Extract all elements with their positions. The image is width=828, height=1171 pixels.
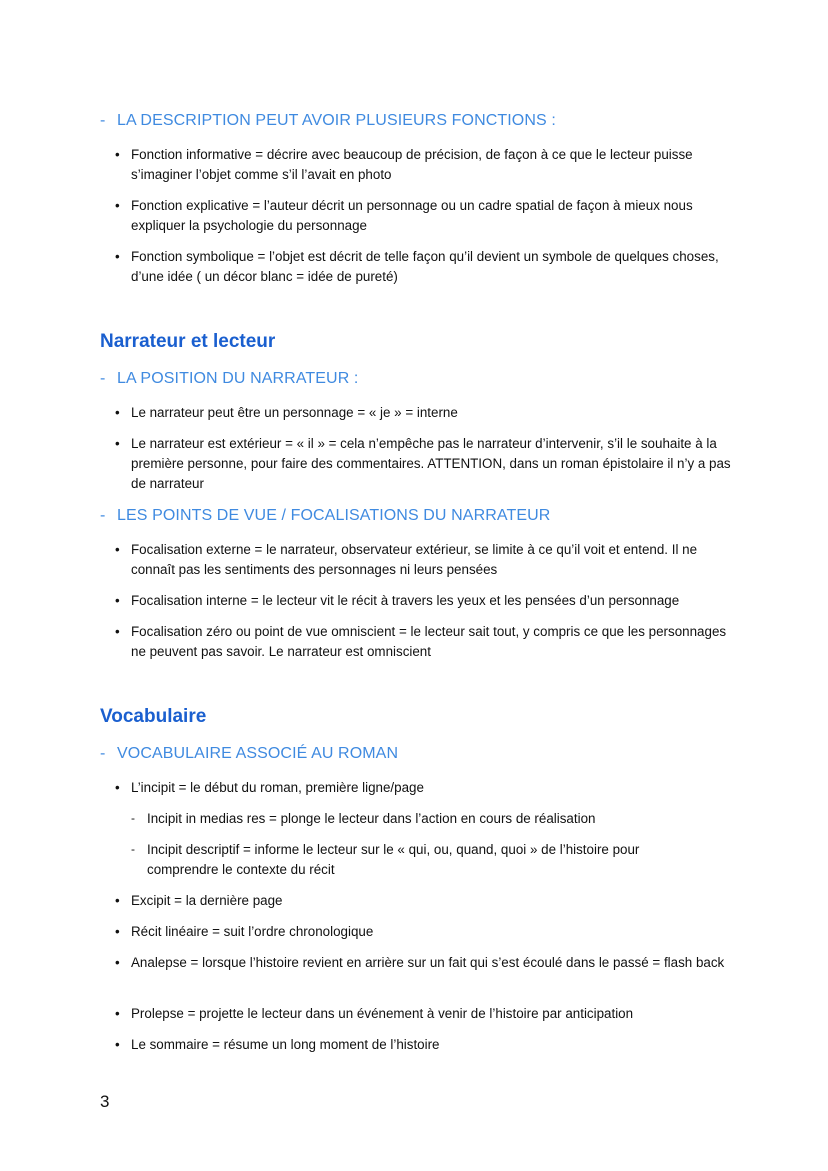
bullet-icon: • [115,1006,120,1021]
list-item: • Focalisation zéro ou point de vue omniscient = le lecteur sait tout, y compris ce que les personnages ne peuvent pas savoir. Le narrateur est omniscient [115,624,727,659]
list-item: • Focalisation externe = le narrateur, observateur extérieur, se limite à ce qu’il voit et entend. Il ne connaît pas les sentiments des personnages ni leurs pensées [115,542,698,577]
bullet-icon: • [115,593,120,608]
dash-marker: - [100,112,106,129]
list-item: • Récit linéaire = suit l’ordre chronologique [115,922,735,942]
page-number: 3 [100,1092,110,1111]
dash-marker: - [100,745,106,762]
bullet-icon: • [115,198,120,213]
description-subheading: - LA DESCRIPTION PEUT AVOIR PLUSIEURS FONCTIONS : [100,112,556,129]
list-item: • Le narrateur peut être un personnage = « je » = interne [115,403,735,423]
bullet-icon: • [115,955,120,970]
dash-marker: - [100,507,106,524]
bullet-icon: • [115,542,120,557]
list-item: • Fonction explicative = l’auteur décrit un personnage ou un cadre spatial de façon à mieux nous expliquer la psychologie du personnage [115,198,693,233]
bullet-icon: • [115,924,120,939]
list-item: • Analepse = lorsque l’histoire revient en arrière sur un fait qui s’est écoulé dans le passé = flash back [115,953,735,973]
sub-list-item: - Incipit descriptif = informe le lecteur sur le « qui, ou, quand, quoi » de l’histoire pour comprendre le contexte du récit [131,840,691,880]
dash-marker: - [131,811,135,825]
bullet-icon: • [115,249,120,264]
bullet-icon: • [115,405,120,420]
list-item: • Excipit = la dernière page [115,891,735,911]
focal-subheading: - LES POINTS DE VUE / FOCALISATIONS DU NARRATEUR [100,507,551,524]
bullet-icon: • [115,147,120,162]
bullet-icon: • [115,780,120,795]
list-item: • Le sommaire = résume un long moment de l’histoire [115,1035,735,1055]
dash-marker: - [100,370,106,387]
list-item: • Le narrateur est extérieur = « il » = cela n’empêche pas le narrateur d’intervenir, s’il le souhaite à la première personne, pour faire des commentaires. ATTENTION, dans un roman épistolaire il n’y a pas de narrateur [115,436,731,491]
vocabulaire-subheading: - VOCABULAIRE ASSOCIÉ AU ROMAN [100,745,399,762]
list-item: • Focalisation interne = le lecteur vit le récit à travers les yeux et les pensées d’un personnage [115,591,735,611]
sub-list-item: - Incipit in medias res = plonge le lecteur dans l’action en cours de réalisation [131,809,691,829]
bullet-icon: • [115,624,120,639]
section-heading-vocabulaire: Vocabulaire [100,706,207,727]
list-item: • L’incipit = le début du roman, première ligne/page [115,778,735,798]
dash-marker: - [131,842,135,856]
list-item: • Fonction symbolique = l’objet est décrit de telle façon qu’il devient un symbole de quelques choses, d’une idée ( un décor blanc = idée de pureté) [115,249,719,284]
section-heading-narrateur: Narrateur et lecteur [100,331,276,352]
bullet-icon: • [115,893,120,908]
list-item: • Fonction informative = décrire avec beaucoup de précision, de façon à ce que le lecteur puisse s’imaginer l’objet comme s’il l’avait en photo [115,147,693,182]
position-subheading: - LA POSITION DU NARRATEUR : [100,370,359,387]
bullet-icon: • [115,436,120,451]
bullet-icon: • [115,1037,120,1052]
list-item: • Prolepse = projette le lecteur dans un événement à venir de l’histoire par anticipation [115,1004,735,1024]
